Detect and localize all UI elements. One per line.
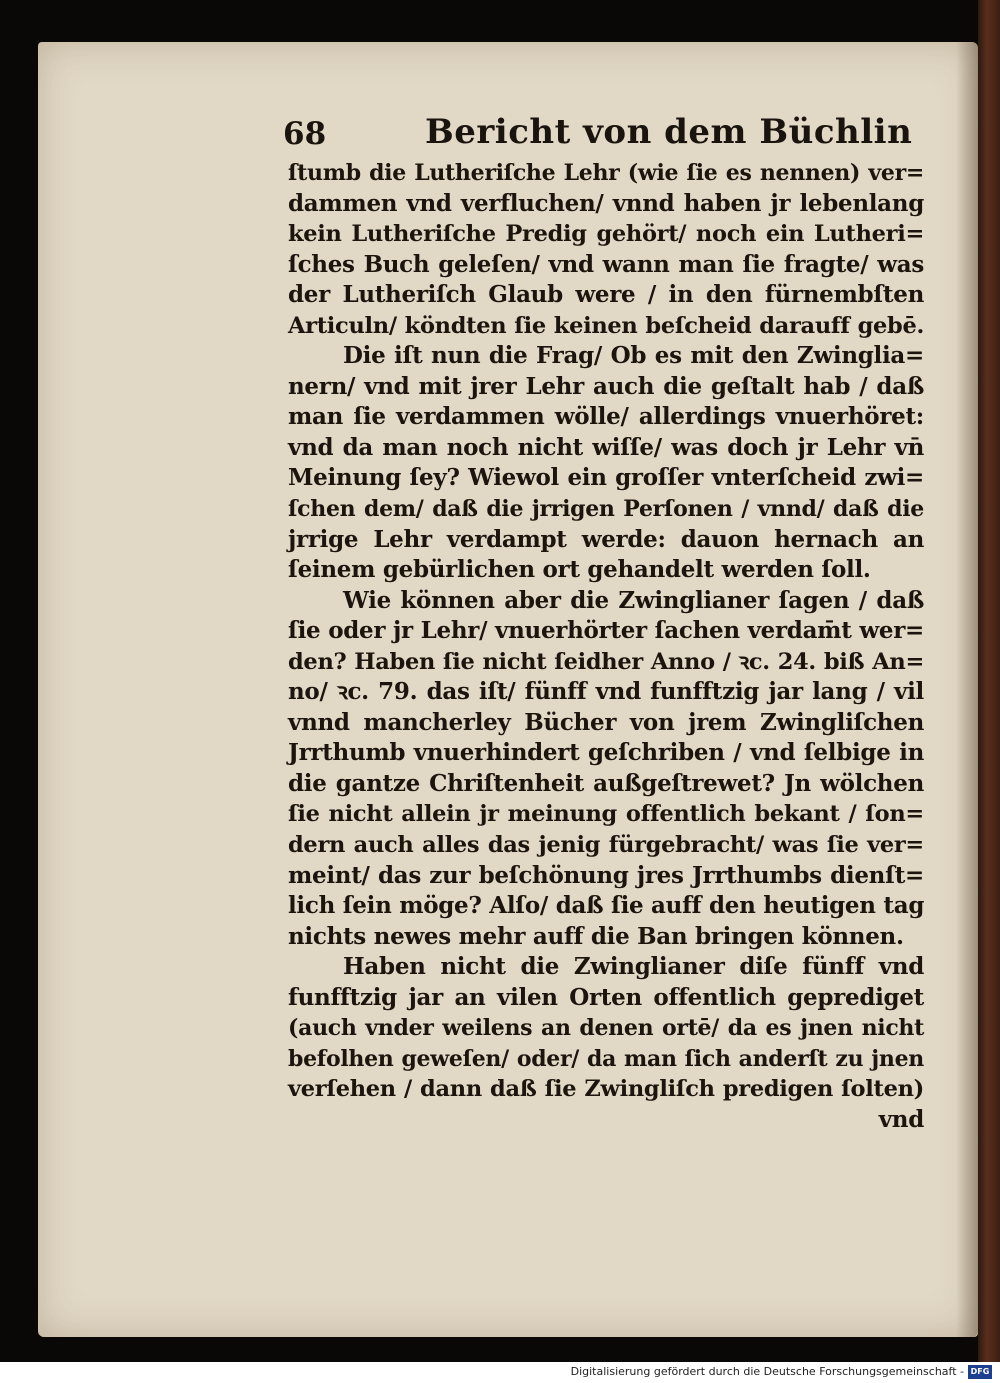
text-line: (auch vnder weilens an denen ortē/ da es jnen nicht [288, 1015, 924, 1042]
text-line: Die iſt nun die Frag/ Ob es mit den Zwinglia= [343, 342, 924, 370]
text-line: Haben nicht die Zwinglianer diſe fünff vnd [343, 953, 924, 981]
text-line: ſie oder jr Lehr/ vnuerhörter ſachen verdam̄t wer= [288, 617, 924, 645]
text-line: ſches Buch geleſen/ vnd wann man ſie fragte/ was [288, 250, 924, 278]
text-line: Meinung ſey? Wiewol ein groſſer vnterſcheid zwi= [288, 464, 924, 492]
text-line: ſie nicht allein jr meinung offentlich bekant / ſon= [288, 801, 924, 828]
text-line: nichts newes mehr auff die Ban bringen können. [288, 922, 904, 950]
book-edge [978, 0, 1000, 1362]
dfg-logo: DFG [968, 1365, 992, 1379]
text-line: dammen vnd verfluchen/ vnnd haben jr lebenlang [288, 189, 924, 217]
text-line: die gantze Chriſtenheit außgeſtrewet? Jn wölchen [288, 769, 924, 797]
running-head: Bericht von dem Büchlin [425, 112, 913, 152]
funding-credit: Digitalisierung gefördert durch die Deutsche Forschungsgemeinschaft - [570, 1365, 964, 1378]
footer-bar [0, 1362, 1000, 1383]
text-line: dern auch alles das jenig fürgebracht/ was ſie ver= [288, 832, 924, 859]
text-line: man ſie verdammen wölle/ allerdings vnuerhöret: [288, 403, 924, 431]
text-line: der Lutheriſch Glaub were / in den fürnembſten [288, 281, 924, 309]
text-line: Wie können aber die Zwinglianer ſagen / daß [343, 586, 924, 614]
text-line: meint/ das zur beſchönung jres Jrrthumbs dienſt= [288, 861, 924, 889]
text-line: no/ ꝛc. 79. das iſt/ fünff vnd funfftzig jar lang / vil [288, 678, 924, 706]
text-line: verſehen / dann daß ſie Zwingliſch predigen ſolten) [288, 1076, 924, 1103]
text-line: ſchen dem/ daß die jrrigen Perſonen / vnnd/ daß die [288, 496, 924, 523]
page-number: 68 [283, 116, 327, 152]
text-line: befolhen geweſen/ oder/ da man ſich anderſt zu jnen [288, 1045, 924, 1072]
text-line: nern/ vnd mit jrer Lehr auch die geſtalt hab / daß [288, 372, 924, 400]
page-header [283, 112, 923, 156]
text-line: kein Lutheriſche Predig gehört/ noch ein Lutheri= [288, 221, 924, 248]
text-line: ſtumb die Lutheriſche Lehr (wie ſie es nennen) ver= [288, 160, 924, 186]
text-line: jrrige Lehr verdampt werde: dauon hernach an [288, 525, 924, 553]
text-line: Articuln/ köndten ſie keinen beſcheid darauff gebē. [288, 312, 924, 339]
catchword: vnd [878, 1105, 924, 1133]
text-line: vnd da man noch nicht wiſſe/ was doch jr Lehr vn̄ [288, 433, 924, 461]
text-line: den? Haben ſie nicht ſeidher Anno / ꝛc. 24. biß An= [288, 648, 924, 675]
text-line: funfftzig jar an vilen Orten offentlich geprediget [288, 983, 924, 1011]
text-line: vnnd mancherley Bücher von jrem Zwingliſchen [288, 708, 924, 736]
text-line: Jrrthumb vnuerhindert geſchriben / vnd ſelbige in [288, 739, 924, 767]
text-block [288, 158, 924, 1136]
text-line: lich ſein möge? Alſo/ daß ſie auff den heutigen tag [288, 892, 925, 920]
text-line: ſeinem gebürlichen ort gehandelt werden ſoll. [288, 556, 871, 584]
